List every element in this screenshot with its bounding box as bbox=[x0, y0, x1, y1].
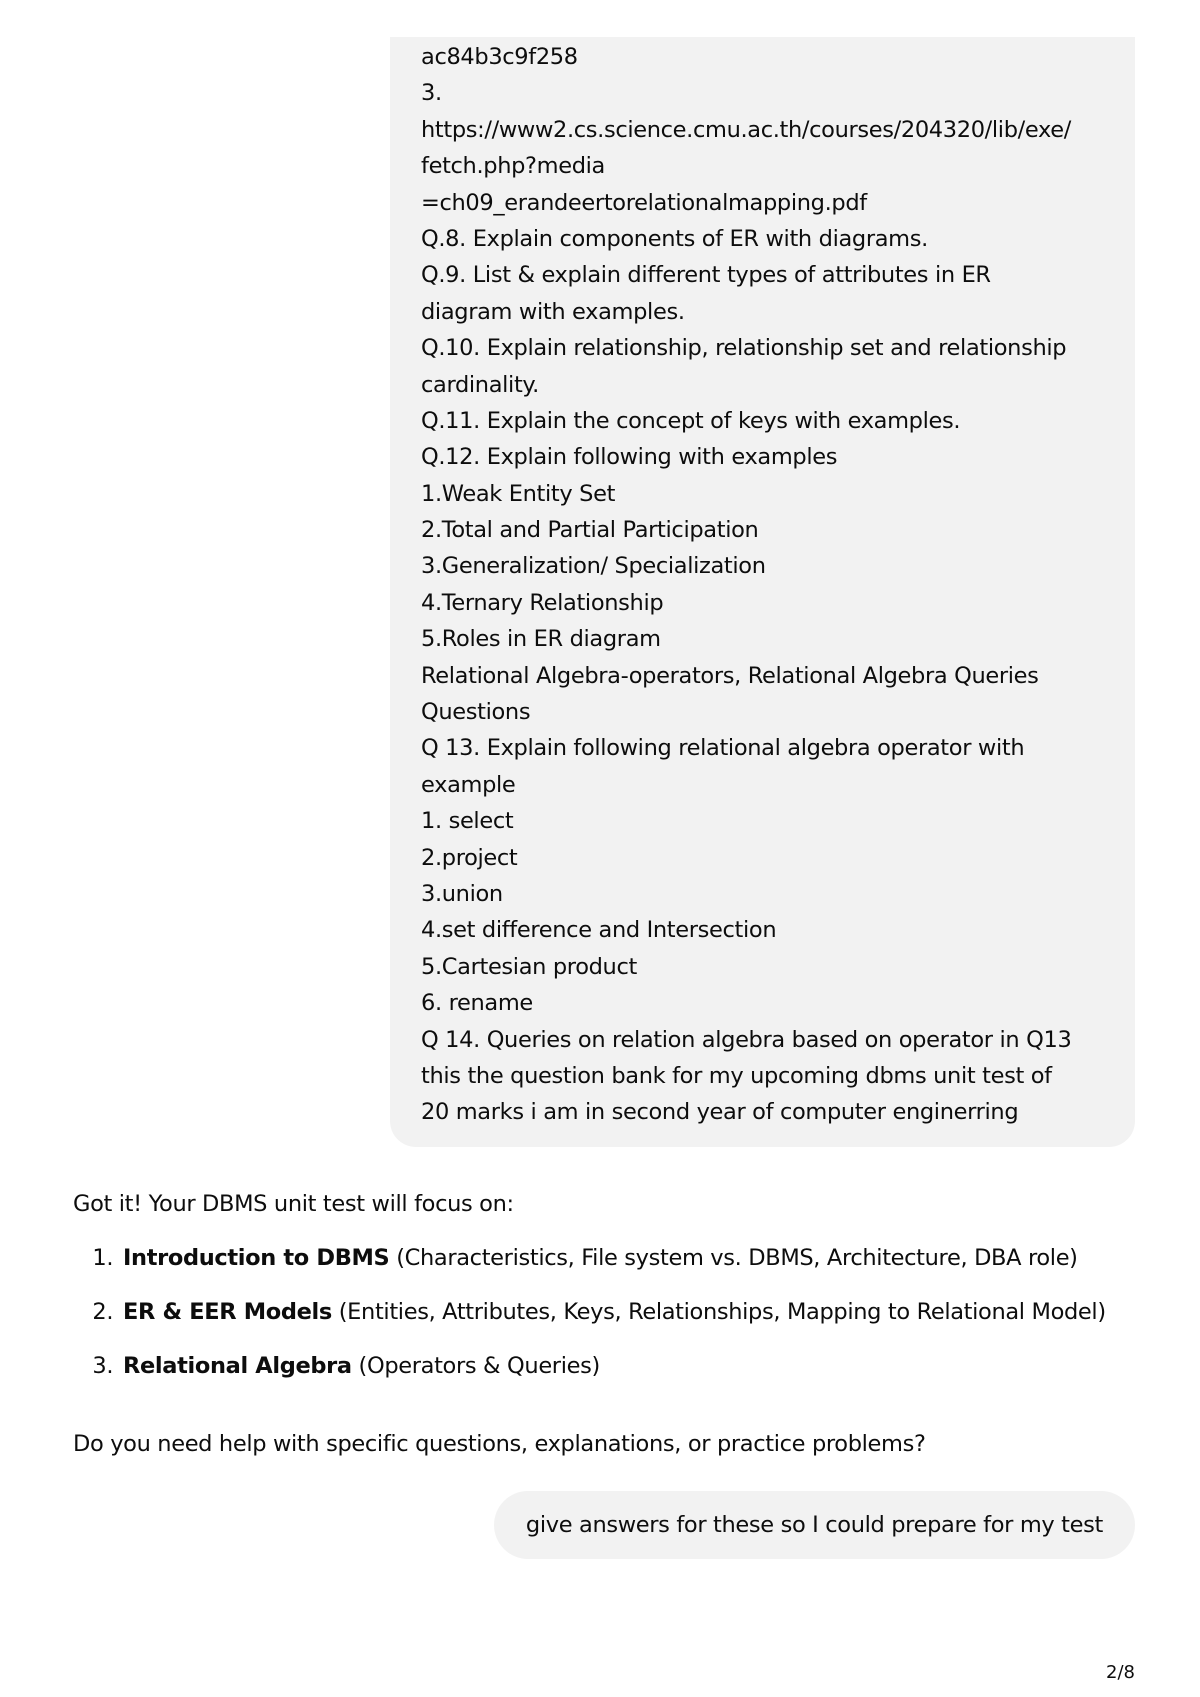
topic-title: Relational Algebra bbox=[123, 1353, 352, 1379]
list-item bbox=[120, 1240, 1133, 1276]
message-line: 5.Cartesian product bbox=[421, 953, 637, 980]
message-line: 2.Total and Partial Participation bbox=[421, 517, 759, 544]
message-line: 1. select bbox=[421, 808, 514, 835]
message-line: Q.10. Explain relationship, relationship set and relationship bbox=[421, 335, 1067, 362]
message-line: =ch09_erandeertorelationalmapping.pdf bbox=[421, 189, 867, 216]
message-line: Q.11. Explain the concept of keys with examples. bbox=[421, 407, 961, 434]
message-line: https://www2.cs.science.cmu.ac.th/courses/204320/lib/exe/ bbox=[421, 116, 1071, 143]
message-line: 3.Generalization/ Specialization bbox=[421, 553, 766, 580]
reply-outro: Do you need help with specific questions, explanations, or practice problems? bbox=[73, 1431, 926, 1457]
message-line: Q 14. Queries on relation algebra based on operator in Q13 bbox=[421, 1026, 1072, 1053]
message-line: 3.union bbox=[421, 880, 503, 907]
assistant-reply bbox=[73, 1186, 1133, 1457]
message-line: 5.Roles in ER diagram bbox=[421, 626, 661, 653]
message-line: example bbox=[421, 771, 516, 798]
user-message-bubble: give answers for these so I could prepare for my test bbox=[494, 1491, 1135, 1559]
message-line: this the question bank for my upcoming dbms unit test of bbox=[421, 1062, 1052, 1089]
message-line: Q.8. Explain components of ER with diagrams. bbox=[421, 225, 928, 252]
topic-detail: (Operators & Queries) bbox=[351, 1353, 600, 1379]
message-line: Q 13. Explain following relational algebra operator with bbox=[421, 735, 1025, 762]
topic-detail: (Characteristics, File system vs. DBMS, Architecture, DBA role) bbox=[389, 1245, 1078, 1271]
list-item bbox=[120, 1348, 1133, 1384]
message-line: Q.9. List & explain different types of attributes in ER bbox=[421, 262, 991, 289]
topic-list bbox=[73, 1240, 1133, 1384]
page-number: 2/8 bbox=[1106, 1662, 1135, 1683]
topic-detail: (Entities, Attributes, Keys, Relationships, Mapping to Relational Model) bbox=[331, 1299, 1106, 1325]
message-line: fetch.php?media bbox=[421, 153, 605, 180]
message-line: Relational Algebra-operators, Relational Algebra Queries bbox=[421, 662, 1039, 689]
message-line: 1.Weak Entity Set bbox=[421, 480, 616, 507]
message-line: 4.set difference and Intersection bbox=[421, 917, 777, 944]
reply-intro: Got it! Your DBMS unit test will focus on: bbox=[73, 1191, 514, 1217]
message-line: cardinality. bbox=[421, 371, 539, 398]
message-line: ac84b3c9f258 bbox=[421, 44, 578, 70]
message-line: Questions bbox=[421, 699, 531, 726]
message-line: diagram with examples. bbox=[421, 298, 685, 325]
message-line: 20 marks i am in second year of computer enginerring bbox=[421, 1099, 1019, 1126]
message-line: 3. bbox=[421, 80, 442, 107]
message-line: 6. rename bbox=[421, 990, 533, 1017]
topic-title: ER & EER Models bbox=[123, 1299, 332, 1325]
list-item bbox=[120, 1294, 1133, 1330]
message-line: 2.project bbox=[421, 844, 518, 871]
message-line: 4.Ternary Relationship bbox=[421, 589, 664, 616]
message-line: Q.12. Explain following with examples bbox=[421, 444, 838, 471]
topic-title: Introduction to DBMS bbox=[123, 1245, 390, 1271]
user-message-bubble bbox=[390, 37, 1135, 1147]
